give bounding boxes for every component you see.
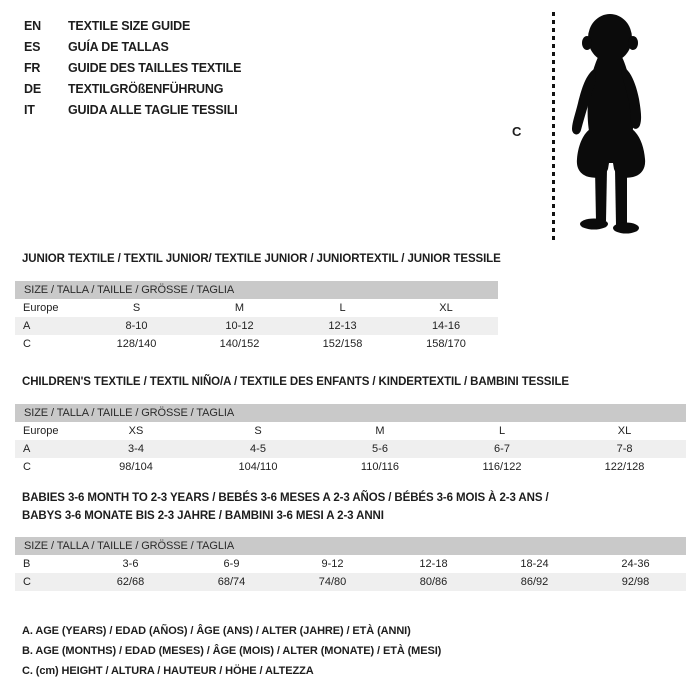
language-code: IT: [24, 103, 35, 117]
language-code: EN: [24, 19, 41, 33]
table-cell: 116/122: [482, 461, 522, 473]
table-cell: 110/116: [360, 461, 400, 473]
table-cell: 68/74: [181, 573, 282, 591]
guide-title-en: TEXTILE SIZE GUIDE: [68, 19, 191, 33]
footnote-c: C. (cm) HEIGHT / ALTURA / HAUTEUR / HÖHE / ALTEZZA: [22, 665, 314, 677]
language-row-it: [24, 100, 241, 121]
row-label: C: [23, 338, 31, 350]
junior-table-title: JUNIOR TEXTILE / TEXTIL JUNIOR/ TEXTILE JUNIOR / JUNIORTEXTIL / JUNIOR TESSILE: [22, 253, 501, 265]
table-cell: 7-8: [563, 440, 686, 458]
babies-table-title: [22, 489, 549, 525]
table-cell: 140/152: [219, 338, 260, 350]
height-measure-label: C: [512, 124, 522, 139]
table-cell: M: [234, 302, 245, 314]
row-label: C: [23, 461, 31, 473]
table-row: [15, 458, 686, 476]
baby-silhouette: [562, 11, 660, 238]
table-row: [15, 573, 686, 591]
table-cell: L: [498, 425, 506, 437]
table-cell: 62/68: [80, 573, 181, 591]
table-cell: 9-12: [321, 558, 344, 570]
table-cell: 10-12: [188, 317, 291, 335]
guide-title-fr: GUIDE DES TAILLES TEXTILE: [68, 61, 242, 75]
table-cell: 6-9: [223, 558, 240, 570]
height-dotted-line: [552, 12, 555, 240]
babies-size-table: [15, 537, 686, 591]
table-cell: S: [254, 425, 262, 437]
table-cell: M: [375, 425, 385, 437]
table-row: [15, 440, 686, 458]
children-size-table: [15, 404, 686, 476]
language-code: DE: [24, 82, 41, 96]
table-cell: XL: [439, 302, 453, 314]
table-cell: 158/170: [426, 338, 466, 350]
table-cell: 122/128: [604, 461, 645, 473]
table-cell: 12-18: [419, 558, 448, 570]
table-cell: 24-36: [621, 558, 650, 570]
footnote-b: B. AGE (MONTHS) / EDAD (MESES) / ÂGE (MOIS) / ALTER (MONATE) / ETÀ (MESI): [22, 645, 442, 657]
size-header-bar: SIZE / TALLA / TAILLE / GRÖSSE / TAGLIA: [15, 537, 686, 555]
table-row: [15, 317, 498, 335]
table-cell: 128/140: [116, 338, 157, 350]
footnote-a: A. AGE (YEARS) / EDAD (AÑOS) / ÂGE (ANS) / ALTER (JAHRE) / ETÀ (ANNI): [22, 625, 411, 637]
footnote-legend: [22, 621, 441, 681]
table-row: [15, 335, 498, 353]
table-cell: 80/86: [383, 573, 484, 591]
guide-title-it: GUIDA ALLE TAGLIE TESSILI: [68, 103, 238, 117]
table-cell: 5-6: [319, 440, 441, 458]
babies-title-line1: BABIES 3-6 MONTH TO 2-3 YEARS / BEBÉS 3-6 MESES A 2-3 AÑOS / BÉBÉS 3-6 MOIS À 2-3 ANS /: [22, 492, 549, 504]
table-cell: 12-13: [291, 317, 394, 335]
row-label: Europe: [23, 425, 59, 437]
table-cell: 104/110: [238, 461, 278, 473]
table-cell: XL: [617, 425, 632, 437]
junior-size-table: [15, 281, 498, 353]
language-row-en: [24, 16, 241, 37]
table-cell: 86/92: [484, 573, 585, 591]
table-row: [15, 555, 686, 573]
table-row: [15, 422, 686, 440]
children-table-title: CHILDREN'S TEXTILE / TEXTIL NIÑO/A / TEXTILE DES ENFANTS / KINDERTEXTIL / BAMBINI TESSILE: [22, 376, 569, 388]
language-title-list: [24, 16, 241, 121]
table-cell: 74/80: [282, 573, 383, 591]
language-row-fr: [24, 58, 241, 79]
table-cell: 8-10: [85, 317, 188, 335]
table-cell: XS: [128, 425, 144, 437]
table-cell: 92/98: [585, 573, 686, 591]
language-code: FR: [24, 61, 41, 75]
table-cell: 18-24: [520, 558, 549, 570]
table-cell: 98/104: [119, 461, 153, 473]
size-header-bar: SIZE / TALLA / TAILLE / GRÖSSE / TAGLIA: [15, 281, 498, 299]
language-code: ES: [24, 40, 41, 54]
table-cell: L: [339, 302, 346, 314]
table-cell: S: [132, 302, 141, 314]
table-cell: 152/158: [322, 338, 363, 350]
row-label: C: [15, 573, 80, 591]
guide-title-de: TEXTILGRÖßENFÜHRUNG: [68, 82, 224, 96]
row-label: Europe: [23, 302, 59, 314]
row-label: B: [23, 558, 31, 570]
babies-title-line2: BABYS 3-6 MONATE BIS 2-3 JAHRE / BAMBINI 3-6 MESI A 2-3 ANNI: [22, 510, 384, 522]
row-label: A: [15, 317, 85, 335]
table-cell: 14-16: [394, 317, 498, 335]
table-cell: 6-7: [441, 440, 563, 458]
language-row-es: [24, 37, 241, 58]
size-header-bar: SIZE / TALLA / TAILLE / GRÖSSE / TAGLIA: [15, 404, 686, 422]
table-cell: 4-5: [197, 440, 319, 458]
table-cell: 3-4: [75, 440, 197, 458]
table-cell: 3-6: [122, 558, 139, 570]
row-label: A: [15, 440, 75, 458]
language-row-de: [24, 79, 241, 100]
guide-title-es: GUÍA DE TALLAS: [68, 40, 169, 54]
table-row: [15, 299, 498, 317]
